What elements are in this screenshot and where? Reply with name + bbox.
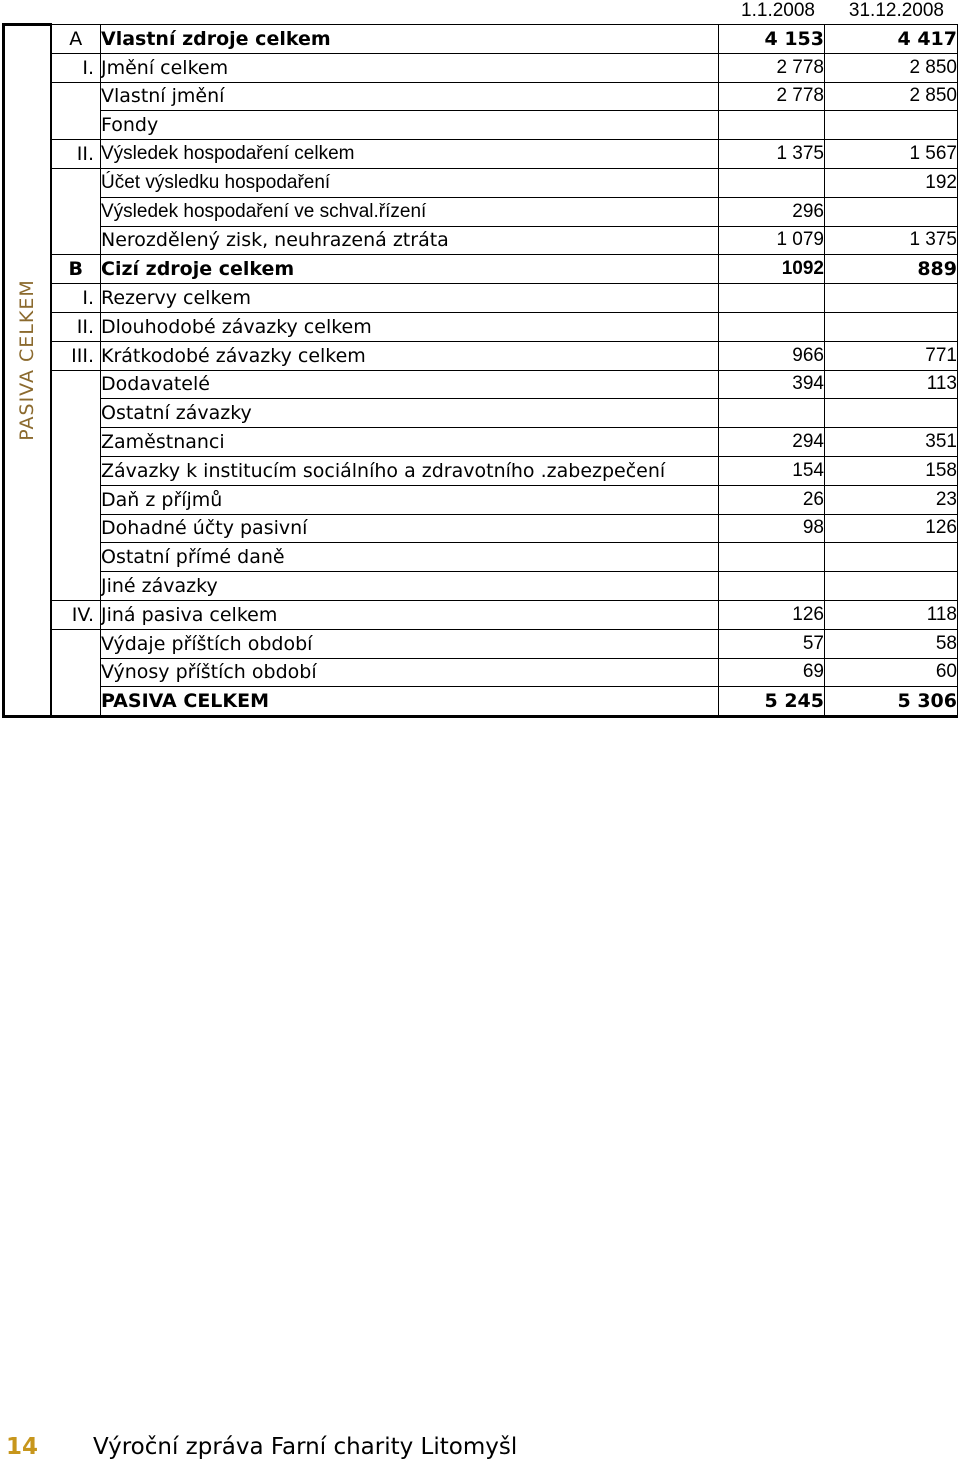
row-label: Závazky k institucím sociálního a zdravotního .zabezpečení [101, 456, 719, 485]
value-date-2: 2 850 [825, 53, 958, 82]
row-label: Účet výsledku hospodaření [101, 168, 719, 197]
value-date-2 [825, 197, 958, 226]
row-label: Dlouhodobé závazky celkem [101, 312, 719, 341]
table-row [4, 197, 958, 226]
row-code: A [51, 25, 101, 54]
row-label: Výnosy příštích období [101, 658, 719, 687]
row-label: Výdaje příštích období [101, 629, 719, 658]
row-label: Dohadné účty pasivní [101, 514, 719, 543]
value-date-2 [825, 111, 958, 140]
section-label-cell [4, 25, 51, 717]
table-row [4, 428, 958, 457]
value-date-2: 23 [825, 485, 958, 514]
row-code [51, 82, 101, 111]
value-date-1: 2 778 [719, 82, 825, 111]
value-date-1 [719, 111, 825, 140]
table-row [4, 485, 958, 514]
row-code [51, 629, 101, 658]
footer-title: Výroční zpráva Farní charity Litomyšl [93, 1434, 518, 1460]
value-date-2: 126 [825, 514, 958, 543]
value-date-2: 771 [825, 341, 958, 370]
value-date-1: 1 079 [719, 226, 825, 255]
row-label: Jmění celkem [101, 53, 719, 82]
value-date-1 [719, 572, 825, 601]
value-date-2: 2 850 [825, 82, 958, 111]
row-label: Daň z příjmů [101, 485, 719, 514]
table-row [4, 255, 958, 284]
table-row [4, 600, 958, 629]
row-code [51, 543, 101, 572]
value-date-1: 2 778 [719, 53, 825, 82]
row-label: Cizí zdroje celkem [101, 255, 719, 284]
row-code [51, 428, 101, 457]
row-code [51, 370, 101, 399]
value-date-2: 5 306 [825, 687, 958, 717]
value-date-1: 1092 [719, 255, 825, 284]
row-label: Jiné závazky [101, 572, 719, 601]
row-code [51, 399, 101, 428]
value-date-1: 966 [719, 341, 825, 370]
value-date-2: 889 [825, 255, 958, 284]
row-code [51, 485, 101, 514]
value-date-1: 4 153 [719, 25, 825, 54]
row-code [51, 658, 101, 687]
row-label: Výsledek hospodaření celkem [101, 140, 719, 169]
table-row [4, 25, 958, 54]
value-date-1: 294 [719, 428, 825, 457]
table-row [4, 456, 958, 485]
row-label: Výsledek hospodaření ve schval.řízení [101, 197, 719, 226]
table-row [4, 53, 958, 82]
row-label: Nerozdělený zisk, neuhrazená ztráta [101, 226, 719, 255]
row-code [51, 687, 101, 717]
table-row [4, 514, 958, 543]
row-code: II. [51, 312, 101, 341]
row-label: Zaměstnanci [101, 428, 719, 457]
row-label: Vlastní zdroje celkem [101, 25, 719, 54]
value-date-1: 154 [719, 456, 825, 485]
row-label: Jiná pasiva celkem [101, 600, 719, 629]
table-row-total [4, 687, 958, 717]
column-header-date-1: 1.1.2008 [741, 0, 815, 21]
value-date-2: 158 [825, 456, 958, 485]
row-code [51, 111, 101, 140]
table-row [4, 312, 958, 341]
table-row [4, 399, 958, 428]
row-code [51, 572, 101, 601]
value-date-2: 1 375 [825, 226, 958, 255]
value-date-2 [825, 312, 958, 341]
value-date-2: 58 [825, 629, 958, 658]
row-label: PASIVA CELKEM [101, 687, 719, 717]
value-date-1 [719, 312, 825, 341]
table-row [4, 82, 958, 111]
value-date-1: 69 [719, 658, 825, 687]
value-date-2 [825, 543, 958, 572]
table-row [4, 140, 958, 169]
row-code [51, 197, 101, 226]
value-date-2: 113 [825, 370, 958, 399]
row-code: I. [51, 284, 101, 313]
value-date-1: 98 [719, 514, 825, 543]
liabilities-table [2, 23, 958, 718]
value-date-1: 57 [719, 629, 825, 658]
value-date-1: 126 [719, 600, 825, 629]
value-date-2 [825, 399, 958, 428]
column-header-date-2: 31.12.2008 [848, 0, 944, 21]
page-number: 14 [6, 1434, 39, 1460]
value-date-2: 192 [825, 168, 958, 197]
value-date-1 [719, 399, 825, 428]
row-code: B [51, 255, 101, 284]
value-date-2 [825, 572, 958, 601]
row-code: IV. [51, 600, 101, 629]
table-row [4, 572, 958, 601]
row-label: Vlastní jmění [101, 82, 719, 111]
table-row [4, 226, 958, 255]
table-row [4, 370, 958, 399]
value-date-1: 296 [719, 197, 825, 226]
value-date-1: 26 [719, 485, 825, 514]
table-row [4, 543, 958, 572]
value-date-1 [719, 168, 825, 197]
table-row [4, 284, 958, 313]
value-date-1: 1 375 [719, 140, 825, 169]
section-label: PASIVA CELKEM [16, 279, 39, 441]
value-date-2: 118 [825, 600, 958, 629]
value-date-2: 351 [825, 428, 958, 457]
table-row [4, 629, 958, 658]
row-code: I. [51, 53, 101, 82]
row-code [51, 168, 101, 197]
row-label: Ostatní přímé daně [101, 543, 719, 572]
value-date-2: 60 [825, 658, 958, 687]
value-date-1: 394 [719, 370, 825, 399]
table-row [4, 111, 958, 140]
value-date-2: 4 417 [825, 25, 958, 54]
row-code: II. [51, 140, 101, 169]
value-date-1 [719, 284, 825, 313]
row-label: Dodavatelé [101, 370, 719, 399]
row-label: Rezervy celkem [101, 284, 719, 313]
value-date-1 [719, 543, 825, 572]
row-label: Fondy [101, 111, 719, 140]
table-row [4, 168, 958, 197]
row-code [51, 226, 101, 255]
value-date-2: 1 567 [825, 140, 958, 169]
value-date-1: 5 245 [719, 687, 825, 717]
row-code: III. [51, 341, 101, 370]
table-row [4, 658, 958, 687]
table-row [4, 341, 958, 370]
row-code [51, 514, 101, 543]
value-date-2 [825, 284, 958, 313]
row-label: Ostatní závazky [101, 399, 719, 428]
row-label: Krátkodobé závazky celkem [101, 341, 719, 370]
row-code [51, 456, 101, 485]
